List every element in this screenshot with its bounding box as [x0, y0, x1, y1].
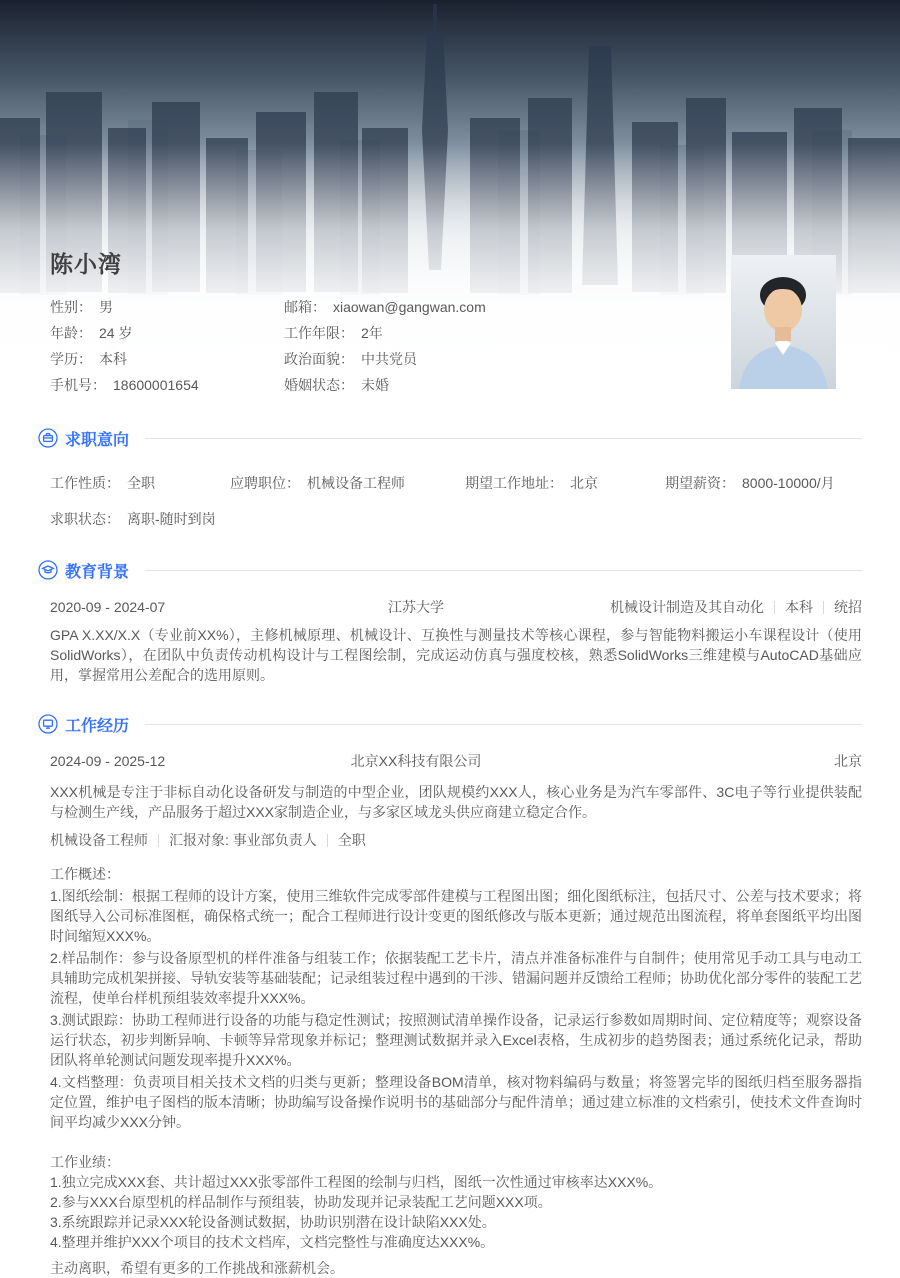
- info-value: 未婚: [361, 377, 389, 393]
- info-label: 手机号：: [50, 377, 106, 393]
- info-phone: [50, 372, 280, 398]
- work-row: [50, 751, 862, 771]
- achievement-item: 3.系统跟踪并记录XXX轮设备测试数据，协助识别潜在设计缺陷XXX处。: [50, 1214, 496, 1230]
- field-label: 期望工作地址：: [465, 475, 563, 491]
- info-column-right: [284, 294, 584, 398]
- field-value: 北京: [570, 475, 598, 491]
- separator: [823, 601, 824, 614]
- info-value: 18600001654: [113, 377, 199, 393]
- info-label: 邮箱：: [284, 299, 326, 315]
- separator: [774, 601, 775, 614]
- company-name: 北京XX科技有限公司: [350, 753, 482, 769]
- info-label: 学历：: [50, 351, 92, 367]
- work-location: 北京: [834, 753, 862, 769]
- separator: [327, 834, 328, 847]
- field-job-status: [50, 509, 862, 529]
- info-label: 政治面貌：: [284, 351, 354, 367]
- field-job-nature: [50, 473, 230, 493]
- info-label: 性别：: [50, 299, 92, 315]
- graduation-cap-icon: [38, 560, 58, 580]
- education-row: [50, 597, 862, 617]
- section-header-education: [0, 559, 900, 581]
- separator: [158, 834, 159, 847]
- info-value: 男: [99, 299, 113, 315]
- briefcase-icon: [38, 428, 58, 448]
- report-to: 汇报对象: 事业部负责人: [169, 832, 317, 848]
- duty-item: 2.样品制作：参与设备原型机的样件准备与组装工作；依据装配工艺卡片，清点并准备标准件与自制件；使用常见手动工具与电动工具辅助完成机架拼接、导轨安装等基础装配；记录组装过程中遇到的干涉、错漏问题并反馈给工程师；协助优化部分零件的装配工艺流程，使单台样机预组装效率提升XXX%。: [50, 950, 862, 1006]
- duty-item: 3.测试跟踪：协助工程师进行设备的功能与稳定性测试；按照测试清单操作设备，记录运行参数如周期时间、定位精度等；观察设备运行状态，初步判断异响、卡顿等异常现象并标记；整理测试数据并录入Excel表格，生成初步的趋势图表；通过系统化记录，帮助团队将单轮测试问题发现率提升XXX%。: [50, 1012, 862, 1068]
- education-period: 2020-09 - 2024-07: [50, 599, 166, 615]
- monitor-icon: [38, 714, 58, 734]
- info-column-left: [50, 294, 280, 398]
- field-label: 期望薪资：: [665, 475, 735, 491]
- info-political-status: [284, 346, 584, 372]
- field-value: 离职-随时到岗: [127, 511, 216, 527]
- achievements-label: 工作业绩：: [50, 1154, 120, 1170]
- section-header-intention: [0, 427, 900, 449]
- info-label: 年龄：: [50, 325, 92, 341]
- field-expected-salary: [665, 473, 862, 493]
- field-value: 机械设备工程师: [307, 475, 405, 491]
- portrait-illustration: [731, 255, 836, 389]
- position-title: 机械设备工程师: [50, 832, 148, 848]
- section-title: 教育背景: [65, 563, 130, 581]
- major: 机械设计制造及其自动化: [610, 599, 764, 615]
- info-value: 本科: [99, 351, 127, 367]
- leave-reason: 主动离职，希望有更多的工作挑战和涨薪机会。: [50, 1260, 344, 1276]
- info-degree: [50, 346, 280, 372]
- section-divider: [145, 438, 862, 439]
- field-expected-location: [465, 473, 665, 493]
- info-value: 中共党员: [361, 351, 417, 367]
- field-value: 全职: [127, 475, 155, 491]
- info-value: xiaowan@gangwan.com: [333, 299, 486, 315]
- education-description: GPA X.XX/X.X（专业前XX%），主修机械原理、机械设计、互换性与测量技术等核心课程，参与智能物料搬运小车课程设计（使用SolidWorks），在团队中负责传动机构设计与工程图绘制，完成运动仿真与强度校核，熟悉SolidWorks三维建模与AutoCAD基础应用，掌握常用公差配合的选用原则。: [50, 627, 862, 683]
- info-marital-status: [284, 372, 584, 398]
- section-divider: [145, 570, 862, 571]
- work-period: 2024-09 - 2025-12: [50, 753, 166, 769]
- info-age: [50, 320, 280, 346]
- field-label: 应聘职位：: [230, 475, 300, 491]
- achievement-item: 4.整理并维护XXX个项目的技术文档库，文档完整性与准确度达XXX%。: [50, 1234, 495, 1250]
- info-value: 24 岁: [99, 325, 133, 341]
- achievement-item: 2.参与XXX台原型机的样品制作与预组装，协助发现并记录装配工艺问题XXX项。: [50, 1194, 552, 1210]
- section-title: 工作经历: [65, 717, 130, 735]
- candidate-name: 陈小湾: [50, 251, 122, 277]
- info-value: 2年: [361, 325, 383, 341]
- field-label: 求职状态：: [50, 511, 120, 527]
- field-label: 工作性质：: [50, 475, 120, 491]
- position-row: [50, 830, 862, 850]
- enroll-type: 统招: [834, 599, 862, 615]
- employment-type: 全职: [337, 832, 366, 848]
- school-name: 江苏大学: [388, 599, 444, 615]
- education-meta: [562, 597, 862, 617]
- info-label: 婚姻状态：: [284, 377, 354, 393]
- degree: 本科: [785, 599, 813, 615]
- field-value: 8000-10000/月: [742, 475, 835, 491]
- field-target-position: [230, 473, 465, 493]
- company-introduction: XXX机械是专注于非标自动化设备研发与制造的中型企业，团队规模约XXX人，核心业务是为汽车零部件、3C电子等行业提供装配与检测生产线，产品服务于超过XXX家制造企业，与多家区域龙头供应商建立稳定合作。: [50, 784, 862, 820]
- candidate-photo: [731, 255, 836, 389]
- info-label: 工作年限：: [284, 325, 354, 341]
- info-experience-years: [284, 320, 584, 346]
- section-header-work: [0, 713, 900, 735]
- section-divider: [145, 724, 862, 725]
- overview-label: 工作概述：: [50, 866, 120, 882]
- hero-header: [0, 0, 900, 410]
- achievement-item: 1.独立完成XXX套、共计超过XXX张零部件工程图的绘制与归档，图纸一次性通过审核率达XXX%。: [50, 1174, 663, 1190]
- info-email: [284, 294, 584, 320]
- info-gender: [50, 294, 280, 320]
- duty-item: 1.图纸绘制：根据工程师的设计方案，使用三维软件完成零部件建模与工程图出图；细化图纸标注，包括尺寸、公差与技术要求；将图纸导入公司标准图框，确保格式统一；配合工程师进行设计变更的图纸修改与版本更新；通过规范出图流程，将单套图纸平均出图时间缩短XXX%。: [50, 888, 862, 944]
- intention-fields-row: [50, 473, 862, 493]
- duty-item: 4.文档整理：负责项目相关技术文档的归类与更新；整理设备BOM清单，核对物料编码与数量；将签署完毕的图纸归档至服务器指定位置，维护电子图档的版本清晰；协助编写设备操作说明书的基础部分与配件清单；通过建立标准的文档索引，使技术文件查询时间平均减少XXX分钟。: [50, 1074, 862, 1130]
- section-title: 求职意向: [65, 431, 130, 449]
